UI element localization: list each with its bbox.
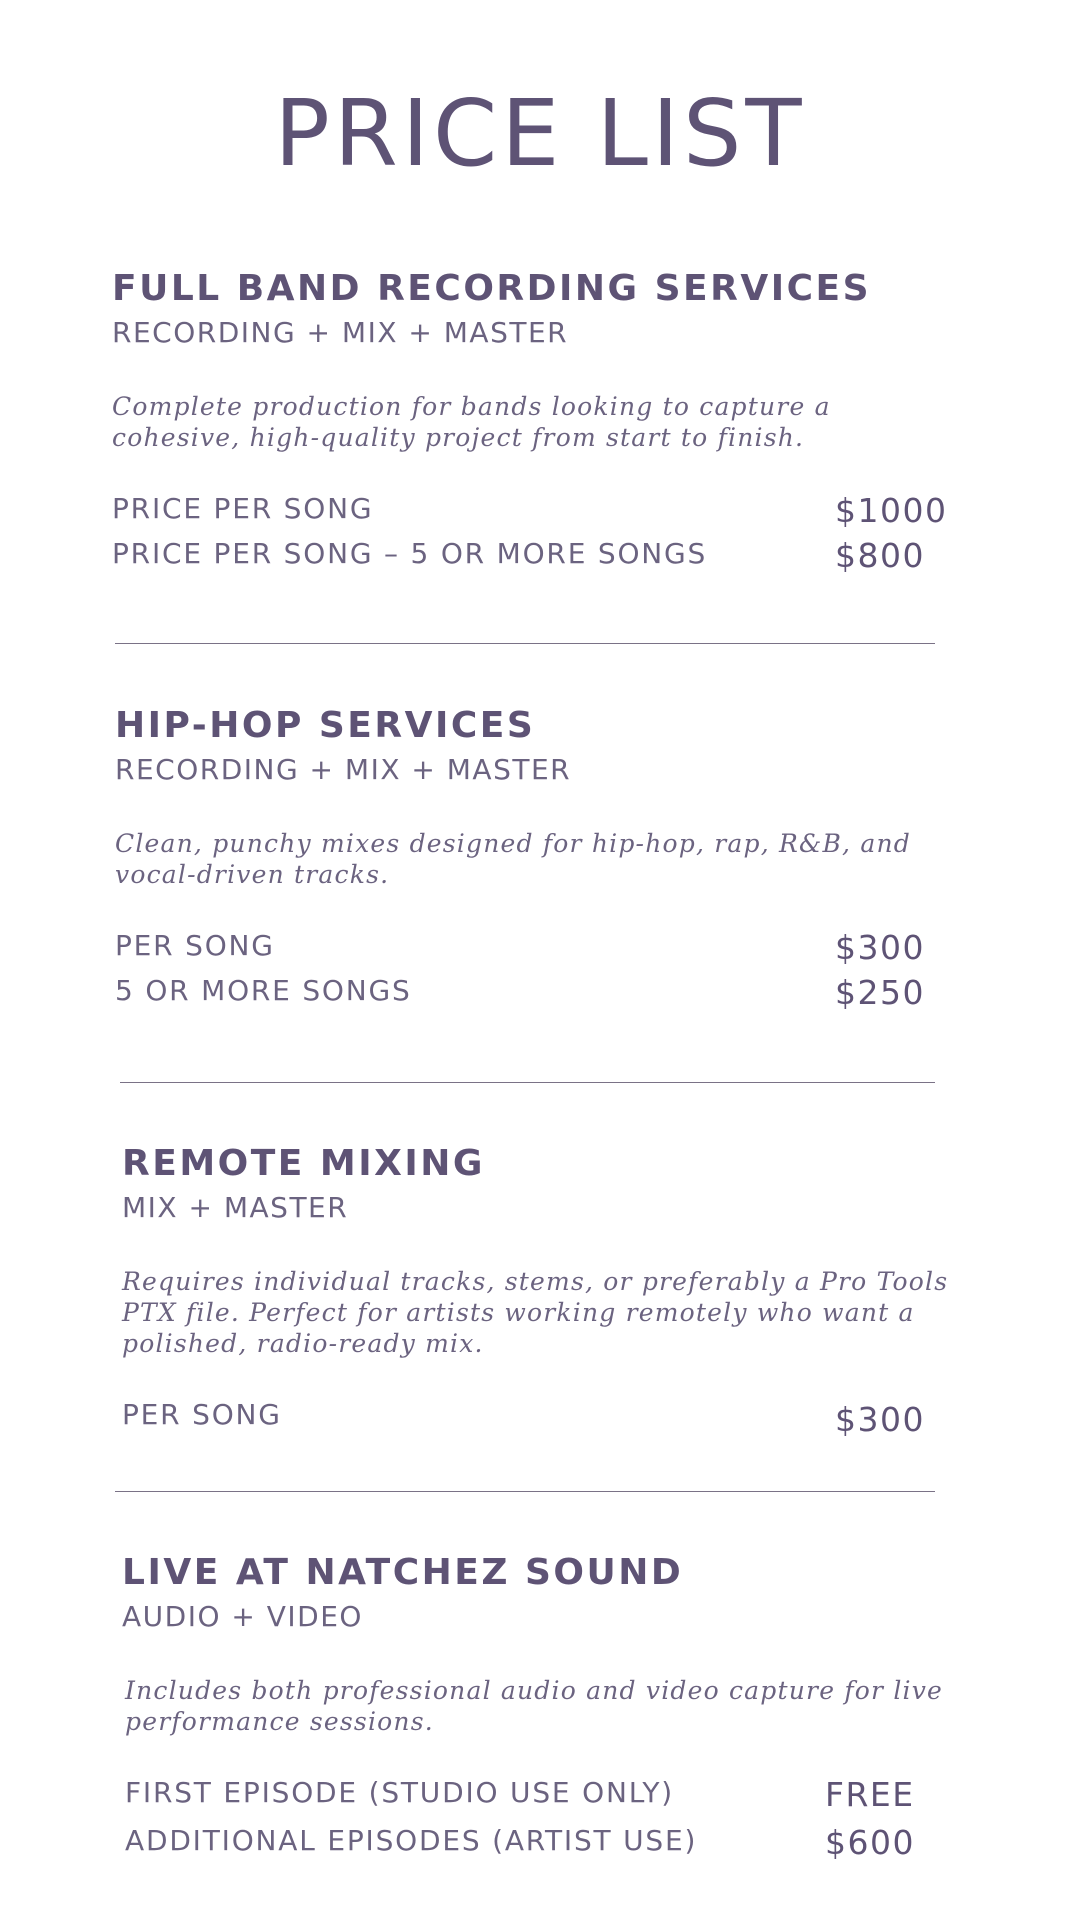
- price-label: 5 OR MORE SONGS: [115, 974, 412, 1007]
- price-label: FIRST EPISODE (STUDIO USE ONLY): [125, 1776, 674, 1809]
- price-value: $300: [835, 1400, 925, 1439]
- section-subtitle: RECORDING + MIX + MASTER: [115, 753, 572, 786]
- section-live-at-natchez: [122, 1552, 962, 1872]
- price-value: FREE: [825, 1775, 915, 1814]
- price-row: [115, 973, 955, 1022]
- section-description: Includes both professional audio and video capture for live performance sessions.: [125, 1676, 944, 1736]
- section-description: Requires individual tracks, stems, or preferably a Pro Tools PTX file. Perfect for artists working remotely who want a polished, radio-ready mix.: [122, 1267, 949, 1358]
- section-divider: [120, 1082, 935, 1083]
- section-subtitle: MIX + MASTER: [122, 1191, 349, 1224]
- price-value: $300: [835, 928, 925, 967]
- section-subtitle: AUDIO + VIDEO: [122, 1600, 363, 1633]
- price-label: PER SONG: [122, 1398, 282, 1431]
- price-row: [125, 1823, 962, 1872]
- section-subtitle: RECORDING + MIX + MASTER: [112, 316, 569, 349]
- price-row: [122, 1398, 962, 1446]
- price-label: PRICE PER SONG – 5 OR MORE SONGS: [112, 537, 708, 570]
- price-value: $250: [835, 973, 925, 1012]
- price-label: PER SONG: [115, 929, 275, 962]
- section-hip-hop: [115, 705, 955, 1022]
- section-title: REMOTE MIXING: [122, 1143, 485, 1184]
- price-list: [115, 928, 955, 1022]
- price-list: [112, 491, 952, 585]
- section-full-band: [112, 268, 952, 585]
- page-title: PRICE LIST: [274, 80, 806, 187]
- price-value: $600: [825, 1823, 915, 1862]
- section-description: Clean, punchy mixes designed for hip-hop, rap, R&B, and vocal-driven tracks.: [115, 829, 911, 889]
- section-remote-mixing: [122, 1143, 962, 1446]
- price-row: [115, 928, 955, 977]
- section-title: HIP-HOP SERVICES: [115, 705, 536, 746]
- section-title: FULL BAND RECORDING SERVICES: [112, 268, 872, 309]
- price-row: [112, 491, 952, 540]
- price-row: [125, 1775, 962, 1827]
- section-divider: [115, 1491, 935, 1492]
- price-list: [122, 1398, 962, 1446]
- price-label: PRICE PER SONG: [112, 492, 374, 525]
- section-title: LIVE AT NATCHEZ SOUND: [122, 1552, 684, 1593]
- price-label: ADDITIONAL EPISODES (ARTIST USE): [125, 1824, 698, 1857]
- price-row: [112, 536, 952, 585]
- price-value: $800: [835, 536, 925, 575]
- price-list: [125, 1775, 962, 1872]
- section-description: Complete production for bands looking to capture a cohesive, high-quality project from start to finish.: [112, 392, 831, 452]
- price-value: $1000: [835, 491, 948, 530]
- section-divider: [115, 643, 935, 644]
